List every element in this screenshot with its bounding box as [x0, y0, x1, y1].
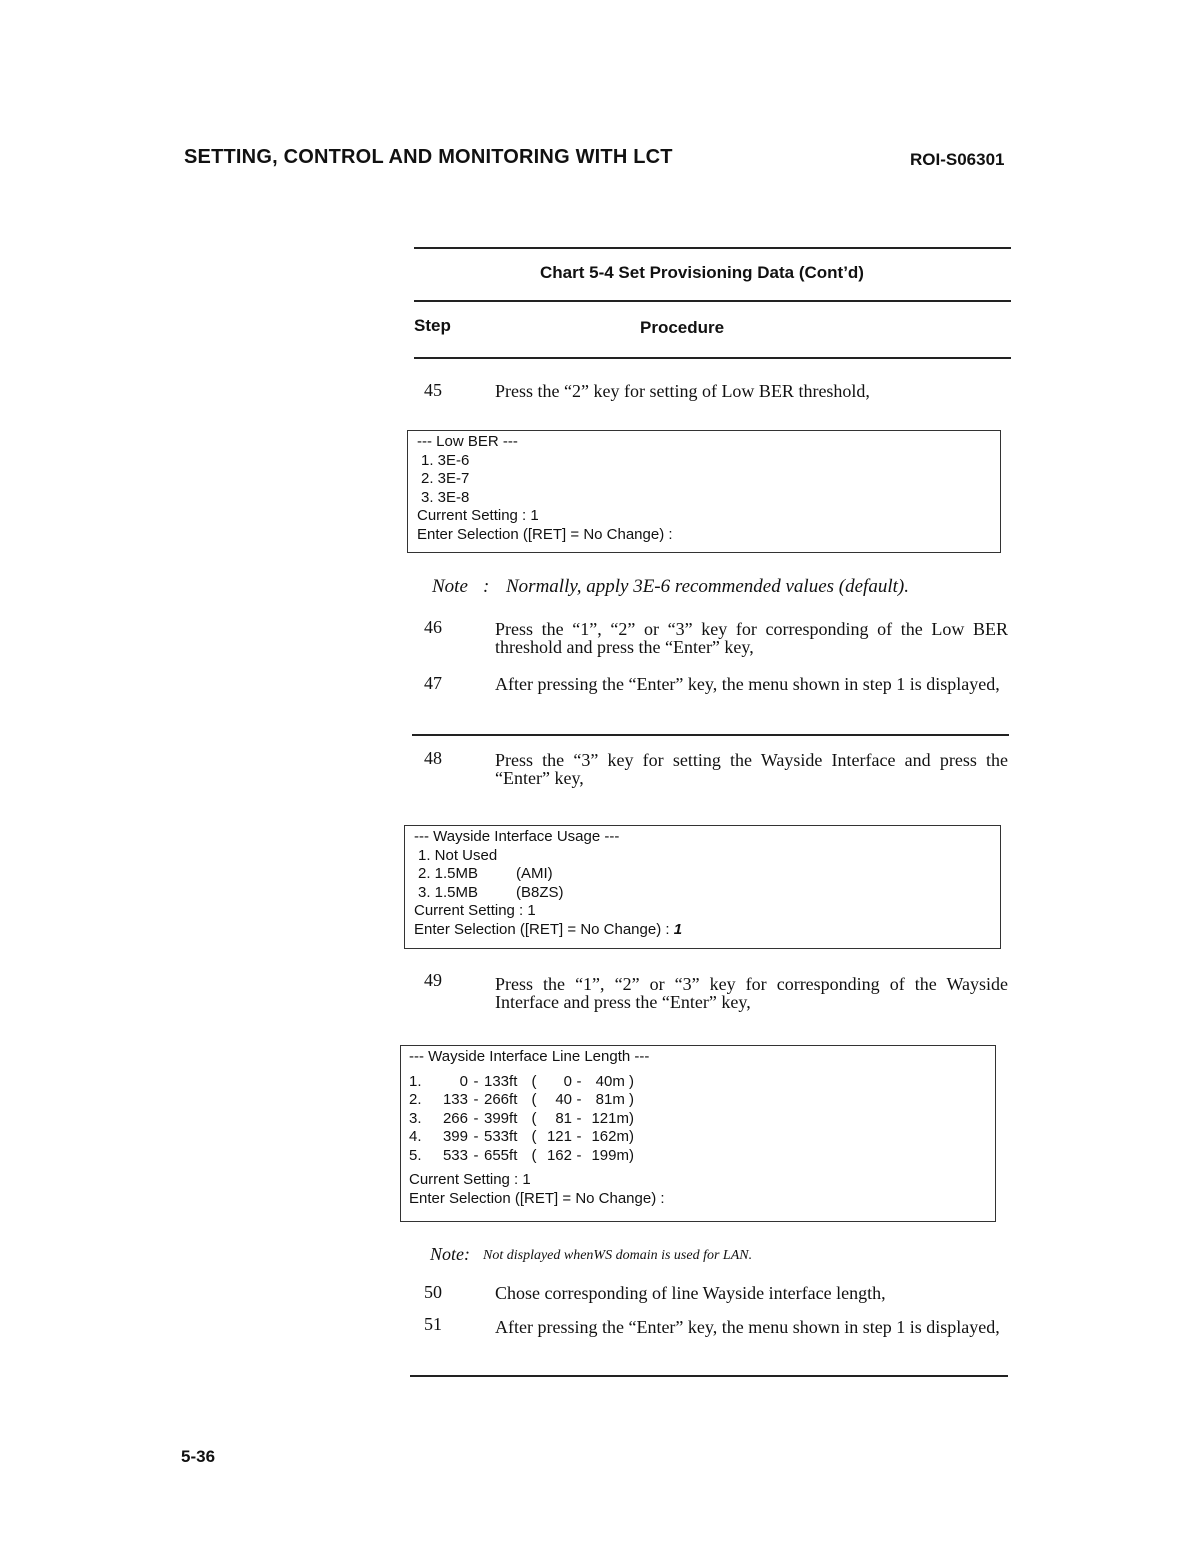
option-code: (AMI): [516, 865, 553, 882]
length-option-cell: 533: [442, 1146, 468, 1164]
length-option-cell: 399: [442, 1128, 468, 1145]
length-option-row: [409, 1147, 995, 1166]
current-setting: Current Setting : 1: [414, 902, 536, 919]
length-option-cell: 3.: [409, 1109, 422, 1127]
length-option-cell: 266ft: [484, 1091, 518, 1108]
length-option-cell: -: [576, 1146, 582, 1164]
length-option-cell: -: [473, 1091, 479, 1108]
note-separator: :: [483, 576, 490, 597]
length-option-cell: -: [473, 1109, 479, 1127]
page-header-title: SETTING, CONTROL AND MONITORING WITH LCT: [184, 146, 673, 168]
current-setting: Current Setting : 1: [417, 507, 539, 524]
length-option-row: [409, 1110, 995, 1129]
menu-option: 3. 3E-8: [421, 488, 470, 506]
length-option-cell: 399ft: [484, 1109, 518, 1127]
selection-prompt: [414, 921, 1000, 940]
length-option-cell: 162: [546, 1146, 572, 1164]
length-option-cell: 81m ): [595, 1091, 634, 1108]
length-option-cell: (: [531, 1072, 537, 1090]
step-text: After pressing the “Enter” key, the menu shown in step 1 is displayed,: [495, 1317, 1000, 1337]
step-text: Press the “3” key for setting the Wayside Interface and press the “Enter” key,: [495, 750, 1008, 788]
line-length-menu-screen: [400, 1045, 996, 1222]
length-option-row: [409, 1091, 995, 1110]
wayside-usage-menu-screen: [404, 825, 1001, 949]
chart-title: Chart 5-4 Set Provisioning Data (Cont’d): [540, 263, 864, 282]
length-options: [409, 1073, 995, 1166]
step-number: 46: [424, 617, 442, 637]
note-label: Note:: [430, 1244, 470, 1264]
length-option-cell: 133: [442, 1091, 468, 1108]
step-number: 49: [424, 970, 442, 990]
entered-value: 1: [673, 920, 683, 938]
low-ber-menu-screen: [407, 430, 1001, 553]
step-text: Press the “1”, “2” or “3” key for corresponding of the Low BER threshold and press the “Enter” key,: [495, 619, 1008, 657]
length-option-row: [409, 1128, 995, 1147]
menu-option: [414, 884, 1000, 903]
menu-option: 1. 3E-6: [421, 451, 470, 469]
length-option-cell: 133ft: [484, 1072, 518, 1090]
length-option-cell: 533ft: [484, 1128, 518, 1145]
length-option-cell: 655ft: [484, 1146, 518, 1164]
length-option-cell: (: [531, 1146, 537, 1164]
step-number: 48: [424, 748, 442, 768]
length-option-cell: -: [473, 1072, 479, 1090]
menu-title: --- Wayside Interface Usage ---: [414, 828, 620, 845]
step-text: Press the “1”, “2” or “3” key for corresponding of the Wayside Interface and press the “Enter” key,: [495, 974, 1008, 1012]
bottom-rule: [410, 1375, 1008, 1377]
column-header-procedure: Procedure: [640, 318, 725, 337]
column-header-step: Step: [414, 316, 451, 335]
top-rule: [414, 247, 1011, 249]
step-text: Press the “2” key for setting of Low BER threshold,: [495, 381, 870, 401]
length-option-cell: 121m): [591, 1109, 634, 1127]
prompt-text: Enter Selection ([RET] = No Change) :: [414, 920, 670, 938]
length-option-cell: 81: [555, 1109, 572, 1127]
step-number: 50: [424, 1282, 442, 1302]
option-code: (B8ZS): [516, 883, 564, 901]
length-option-cell: (: [531, 1128, 537, 1145]
option-label: 3. 1.5MB: [418, 883, 479, 901]
length-option-cell: 0: [563, 1072, 572, 1090]
header-rule: [414, 357, 1011, 359]
option-label: 2. 1.5MB: [418, 865, 479, 882]
step-text: After pressing the “Enter” key, the menu shown in step 1 is displayed,: [495, 674, 1000, 694]
note-text: Not displayed whenWS domain is used for LAN.: [483, 1248, 753, 1263]
section-rule: [412, 734, 1009, 736]
selection-prompt: Enter Selection ([RET] = No Change) :: [417, 525, 673, 543]
step-number: 47: [424, 673, 442, 693]
length-option-row: [409, 1073, 995, 1092]
length-option-cell: 266: [442, 1109, 468, 1127]
note-text: Normally, apply 3E-6 recommended values (default).: [506, 576, 909, 597]
length-option-cell: 121: [546, 1128, 572, 1145]
length-option-cell: -: [576, 1128, 582, 1145]
page-number: 5-36: [181, 1447, 216, 1466]
step-number: 45: [424, 380, 442, 400]
length-option-cell: 162m): [591, 1128, 634, 1145]
current-setting: Current Setting : 1: [409, 1171, 531, 1188]
step-text: Chose corresponding of line Wayside interface length,: [495, 1283, 886, 1303]
menu-option: 1. Not Used: [418, 846, 498, 864]
note-label: Note: [432, 576, 468, 597]
length-option-cell: 2.: [409, 1091, 422, 1108]
document-code: ROI-S06301: [910, 150, 1005, 169]
length-option-cell: 1.: [409, 1072, 422, 1090]
length-option-cell: 4.: [409, 1128, 422, 1145]
length-option-cell: (: [531, 1091, 537, 1108]
menu-title: --- Low BER ---: [417, 433, 518, 450]
step-number: 51: [424, 1314, 442, 1334]
selection-prompt: Enter Selection ([RET] = No Change) :: [409, 1189, 665, 1207]
length-option-cell: -: [473, 1128, 479, 1145]
length-option-cell: 5.: [409, 1146, 422, 1164]
length-option-cell: 199m): [591, 1146, 634, 1164]
title-rule: [414, 300, 1011, 302]
menu-option: 2. 3E-7: [421, 470, 470, 487]
length-option-cell: -: [576, 1109, 582, 1127]
length-option-cell: -: [473, 1146, 479, 1164]
length-option-cell: (: [531, 1109, 537, 1127]
length-option-cell: -: [576, 1091, 582, 1108]
length-option-cell: 0: [459, 1072, 468, 1090]
length-option-cell: -: [576, 1072, 582, 1090]
length-option-cell: 40: [555, 1091, 572, 1108]
menu-title: --- Wayside Interface Line Length ---: [409, 1048, 650, 1065]
menu-option: [414, 865, 1000, 884]
length-option-cell: 40m ): [595, 1072, 634, 1090]
